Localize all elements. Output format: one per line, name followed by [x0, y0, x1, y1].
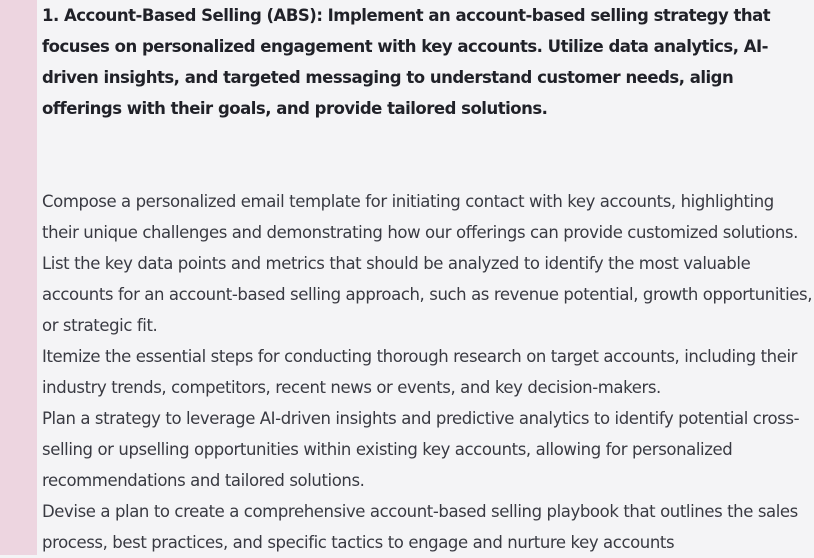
paragraph-playbook-plan: Devise a plan to create a comprehensive account-based selling playbook that outlines the sales process, best practices, and specific tactics to engage and nurture key accounts [42, 502, 798, 552]
paragraph-data-points: List the key data points and metrics that should be analyzed to identify the most valuable accounts for an account-based selling approach, such as revenue potential, growth opportunities, or strategic fit. [42, 254, 813, 335]
paragraph-ai-strategy: Plan a strategy to leverage AI-driven insights and predictive analytics to identify potential cross-selling or upselling opportunities within existing key accounts, allowing for personalized recommendations and tailored solutions. [42, 409, 800, 490]
left-accent-bar [0, 0, 37, 555]
paragraph-research-steps: Itemize the essential steps for conducting thorough research on target accounts, including their industry trends, competitors, recent news or events, and key decision-makers. [42, 347, 798, 397]
paragraph-email-template: Compose a personalized email template for initiating contact with key accounts, highlighting their unique challenges and demonstrating how our offerings can provide customized solutions. [42, 192, 798, 242]
blank-line [42, 124, 814, 186]
section-heading: 1. Account-Based Selling (ABS): Implement an account-based selling strategy that focuses on personalized engagement with key accounts. Utilize data analytics, AI-driven insights, and targeted messaging to understand customer needs, align offerings with their goals, and provide tailored solutions. [42, 6, 771, 118]
document-content [42, 0, 814, 558]
